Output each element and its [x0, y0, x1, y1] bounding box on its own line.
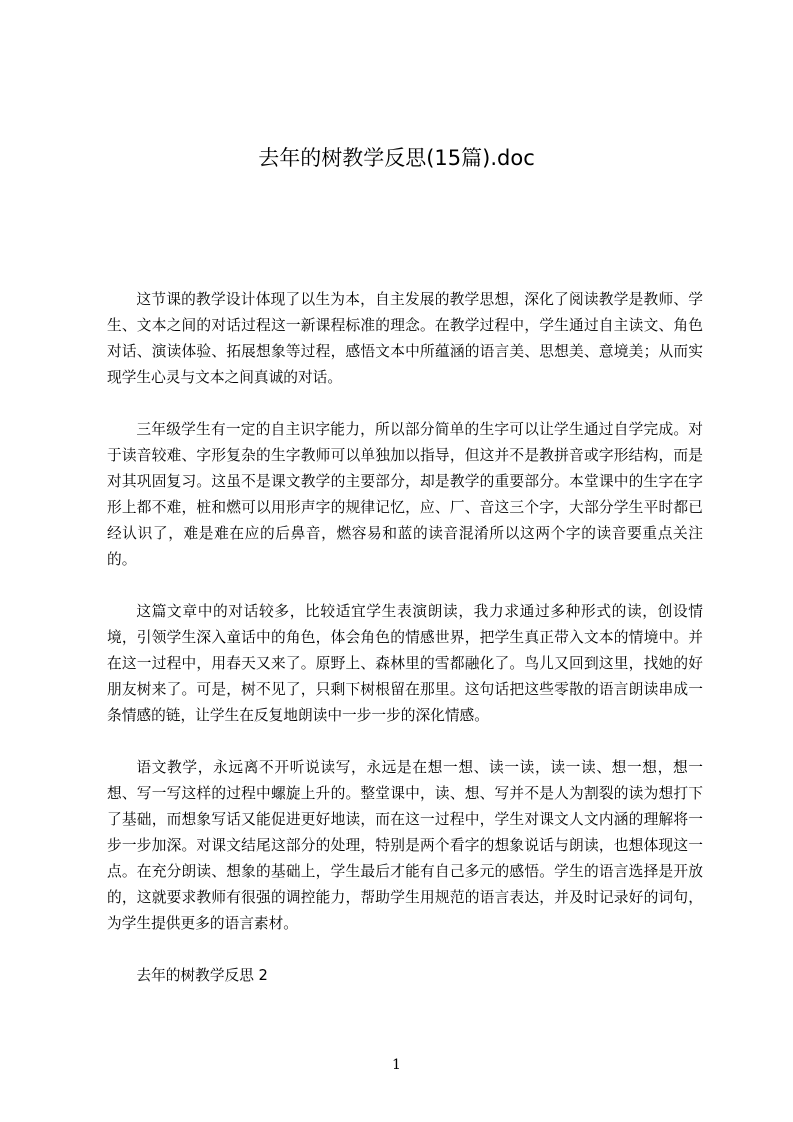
section-heading: 去年的树教学反思 2	[136, 967, 268, 984]
paragraph-4: 语文教学，永远离不开听说读写，永远是在想一想、读一读，读一读、想一想，想一想、写一写这样的过程中螺旋上升的。整堂课中，读、想、写并不是人为割裂的读为想打下了基础，而想象写话又能促进更好地读，而在这一过程中，学生对课文人文内涵的理解将一步一步加深。对课文结尾这部分的处理，特别是两个看字的想象说话与朗读，也想体现这一点。在充分朗读、想象的基础上，学生最后才能有自己多元的感悟。学生的语言选择是开放的，这就要求教师有很强的调控能力，帮助学生用规范的语言表达，并及时记录好的词句，为学生提供更多的语言素材。	[107, 759, 703, 932]
paragraph-2: 三年级学生有一定的自主识字能力，所以部分简单的生字可以让学生通过自学完成。对于读音较难、字形复杂的生字教师可以单独加以指导，但这并不是教拼音或字形结构，而是对其巩固复习。这虽不是课文教学的主要部分，却是教学的重要部分。本堂课中的生字在字形上都不难，桩和燃可以用形声字的规律记忆，应、厂、音这三个字，大部分学生平时都已经认识了，难是难在应的后鼻音，燃容易和蓝的读音混淆所以这两个字的读音要重点关注的。	[107, 421, 703, 568]
paragraph-1: 这节课的教学设计体现了以生为本，自主发展的教学思想，深化了阅读教学是教师、学生、文本之间的对话过程这一新课程标准的理念。在教学过程中，学生通过自主读文、角色对话、演读体验、拓展想象等过程，感悟文本中所蕴涵的语言美、思想美、意境美；从而实现学生心灵与文本之间真诚的对话。	[107, 291, 703, 386]
paragraph-3: 这篇文章中的对话较多，比较适宜学生表演朗读，我力求通过多种形式的读，创设情境，引领学生深入童话中的角色，体会角色的情感世界，把学生真正带入文本的情境中。并在这一过程中，用春天又来了。原野上、森林里的雪都融化了。鸟儿又回到这里，找她的好朋友树来了。可是，树不见了，只剩下树根留在那里。这句话把这些零散的语言朗读串成一条情感的链，让学生在反复地朗读中一步一步的深化情感。	[107, 603, 703, 724]
document-title: 去年的树教学反思(15篇).doc	[258, 146, 535, 170]
document-body	[107, 287, 703, 989]
page-number: 1	[392, 1057, 401, 1073]
